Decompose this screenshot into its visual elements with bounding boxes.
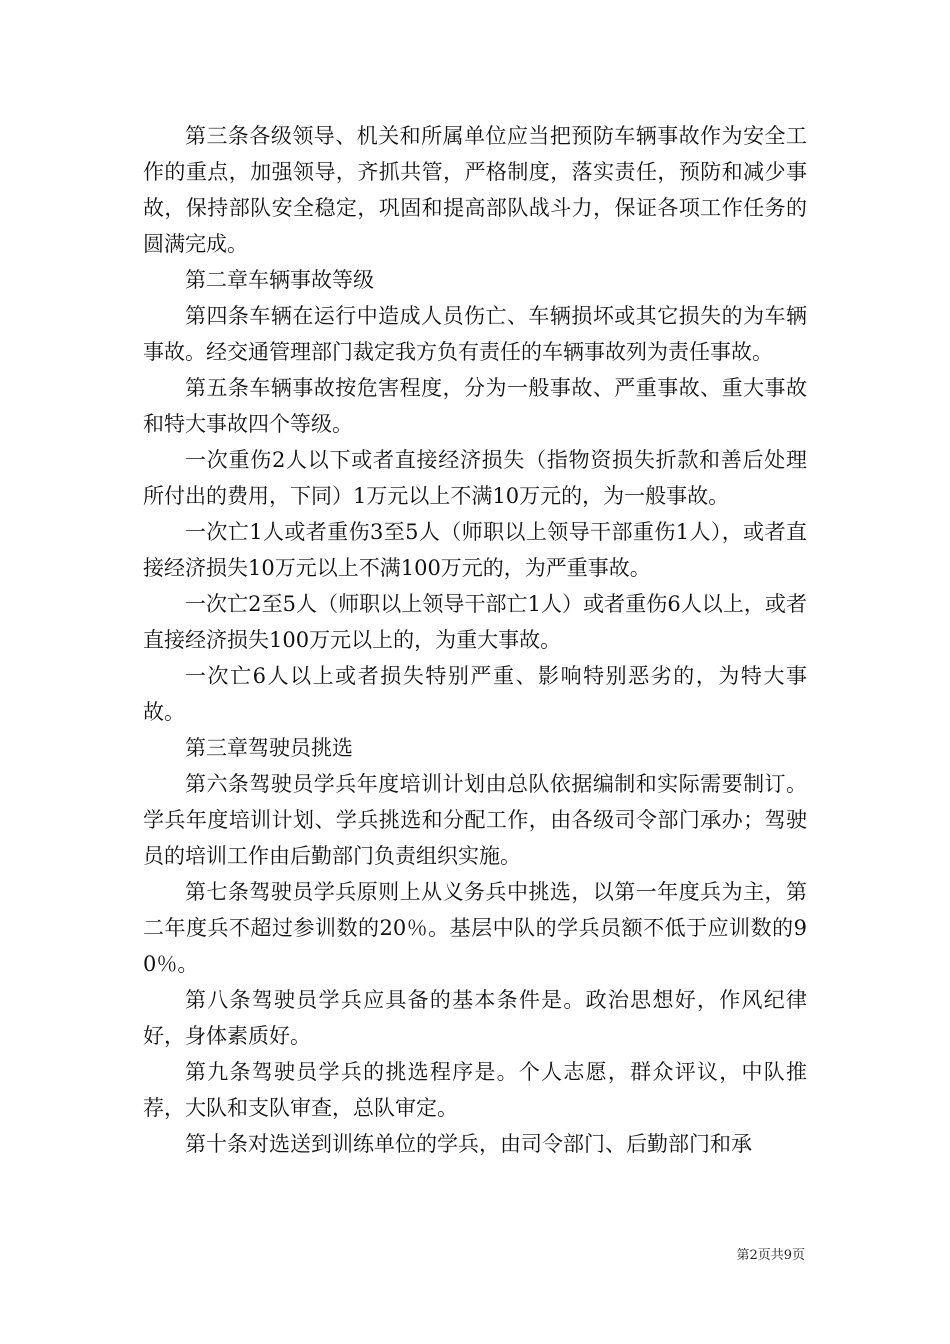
paragraph-article-7: 第七条驾驶员学兵原则上从义务兵中挑选，以第一年度兵为主，第二年度兵不超过参训数的20％。基层中队的学兵员额不低于应训数的90％。 [143,880,807,976]
chapter-heading-2: 第二章车辆事故等级 [185,268,374,292]
paragraph-extreme-accident: 一次亡6人以上或者损失特别严重、影响特别恶劣的，为特大事故。 [143,664,807,724]
paragraph-serious-accident: 一次亡1人或者重伤3至5人（师职以上领导干部重伤1人），或者直接经济损失10万元以上不满100万元的，为严重事故。 [143,520,807,580]
paragraph-article-10: 第十条对选送到训练单位的学兵，由司令部门、后勤部门和承 [185,1132,752,1156]
paragraph-article-6: 第六条驾驶员学兵年度培训计划由总队依据编制和实际需要制订。学兵年度培训计划、学兵挑选和分配工作，由各级司令部门承办；驾驶员的培训工作由后勤部门负责组织实施。 [143,772,807,868]
page-number: 第2页共9页 [736,1248,805,1263]
paragraph-article-9: 第九条驾驶员学兵的挑选程序是。个人志愿，群众评议，中队推荐，大队和支队审查，总队审定。 [143,1060,807,1120]
paragraph-article-5: 第五条车辆事故按危害程度，分为一般事故、严重事故、重大事故和特大事故四个等级。 [143,376,807,436]
paragraph-general-accident: 一次重伤2人以下或者直接经济损失（指物资损失折款和善后处理所付出的费用，下同）1万元以上不满10万元的，为一般事故。 [143,448,807,508]
paragraph-article-4: 第四条车辆在运行中造成人员伤亡、车辆损坏或其它损失的为车辆事故。经交通管理部门裁定我方负有责任的车辆事故列为责任事故。 [143,304,807,364]
paragraph-article-8: 第八条驾驶员学兵应具备的基本条件是。政治思想好，作风纪律好，身体素质好。 [143,988,807,1048]
chapter-heading-3: 第三章驾驶员挑选 [185,736,353,760]
paragraph-article-3: 第三条各级领导、机关和所属单位应当把预防车辆事故作为安全工作的重点，加强领导，齐抓共管，严格制度，落实责任，预防和减少事故，保持部队安全稳定，巩固和提高部队战斗力，保证各项工作任务的圆满完成。 [143,124,807,256]
document-body [143,118,807,1162]
paragraph-major-accident: 一次亡2至5人（师职以上领导干部亡1人）或者重伤6人以上，或者直接经济损失100万元以上的，为重大事故。 [143,592,807,652]
